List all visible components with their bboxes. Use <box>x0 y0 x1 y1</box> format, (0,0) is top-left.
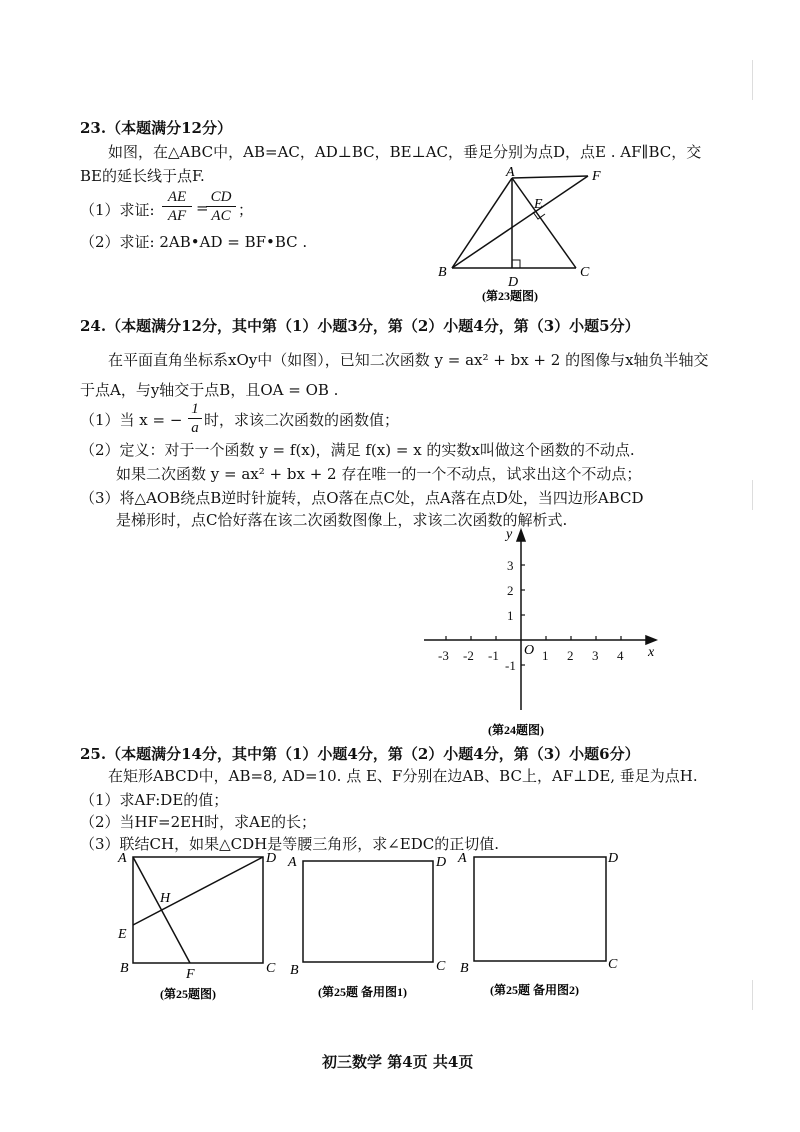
q25-fig1-rectangle <box>133 857 263 963</box>
q24-part1-prefix: （1）当 x = − <box>80 411 183 429</box>
q25-fig3-label-b: B <box>460 961 469 976</box>
q24-caption: (第24题图) <box>488 723 544 737</box>
q25-fig1-label-e: E <box>118 927 127 942</box>
q24-x-tick-label: -1 <box>488 648 499 663</box>
scan-edge-mark <box>752 980 753 1010</box>
q24-y-tick-label: 1 <box>507 608 514 623</box>
q24-x-tick-label: 1 <box>542 648 549 663</box>
q24-y-tick-label: -1 <box>505 658 516 673</box>
page-footer: 初三数学 第4页 共4页 <box>322 1053 474 1071</box>
q24-part1-suffix: 时，求该二次函数的函数值； <box>204 411 400 429</box>
q23-part1-equals: = <box>196 199 209 217</box>
q23-label-a: A <box>506 165 515 180</box>
q24-part1-denominator: a <box>191 420 199 436</box>
q25-fig2-label-c: C <box>436 959 446 974</box>
q25-fig1-caption: (第25题图) <box>160 987 216 1001</box>
q25-fig1-label-f: F <box>186 967 195 982</box>
q24-x-tick-label: -3 <box>438 648 449 663</box>
q23-part1-end: ； <box>238 201 254 219</box>
q24-part3-line2: 是梯形时，点C恰好落在该二次函数图像上，求该二次函数的解析式. <box>116 511 568 529</box>
q24-part1-numerator: 1 <box>188 400 202 419</box>
q25-fig3-label-a: A <box>458 851 467 866</box>
q25-part3: （3）联结CH，如果△CDH是等腰三角形，求∠EDC的正切值. <box>80 835 500 853</box>
q25-fig1-label-b: B <box>120 961 129 976</box>
q25-fig3-rectangle <box>474 857 606 961</box>
q23-caption: (第23题图) <box>482 289 538 303</box>
q23-part2: （2）求证: 2AB•AD = BF•BC . <box>80 233 308 251</box>
q23-stem-line2: BE的延长线于点F. <box>80 167 205 185</box>
q23-label-b: B <box>438 265 447 280</box>
q25-fig1-label-c: C <box>266 961 276 976</box>
q24-x-tick-label: 4 <box>617 648 624 663</box>
q24-part3-line1: （3）将△AOB绕点B逆时针旋转，点O落在点C处，点A落在点D处，当四边形ABCD <box>80 489 644 507</box>
q25-fig1-line-de <box>133 857 263 925</box>
q24-stem-line2: 于点A，与y轴交于点B，且OA = OB . <box>80 381 339 399</box>
q25-fig3-label-c: C <box>608 957 618 972</box>
q25-fig3-label-d: D <box>608 851 619 866</box>
q24-heading: 24.（本题满分12分，其中第（1）小题3分，第（2）小题4分，第（3）小题5分） <box>80 317 640 335</box>
q23-label-e: E <box>534 197 543 212</box>
q24-part2-line2: 如果二次函数 y = ax² + bx + 2 存在唯一的一个不动点，试求出这个不动点； <box>116 465 642 483</box>
q24-part2-line1: （2）定义：对于一个函数 y = f(x)，满足 f(x) = x 的实数x叫做这个函数的不动点. <box>80 441 635 459</box>
q25-part2: （2）当HF=2EH时，求AE的长； <box>80 813 316 831</box>
q25-part1: （1）求AF:DE的值； <box>80 791 229 809</box>
q25-fig2-label-d: D <box>436 855 447 870</box>
q23-label-f: F <box>592 169 601 184</box>
q23-stem-line1: 如图，在△ABC中，AB=AC，AD⊥BC，BE⊥AC，垂足分别为点D，点E . AF∥BC，交 <box>108 143 702 161</box>
q24-stem-line1: 在平面直角坐标系xOy中（如图），已知二次函数 y = ax² + bx + 2 的图像与x轴负半轴交 <box>108 351 709 369</box>
q25-fig2-label-b: B <box>290 963 299 978</box>
q24-y-label: y <box>506 527 513 542</box>
q23-part1-rhs-numerator: CD <box>206 188 236 207</box>
q25-fig1-label-a: A <box>118 851 127 866</box>
q25-fig1-label-h: H <box>160 891 171 906</box>
q24-x-label: x <box>648 645 655 660</box>
q25-fig2-label-a: A <box>288 855 297 870</box>
q23-label-c: C <box>580 265 590 280</box>
q24-x-tick-label: 3 <box>592 648 599 663</box>
q25-stem: 在矩形ABCD中，AB=8, AD=10. 点 E、F分别在边AB、BC上，AF⊥DE, 垂足为点H. <box>108 767 698 785</box>
q24-y-tick-label: 3 <box>507 558 514 573</box>
q24-x-tick-label: 2 <box>567 648 574 663</box>
q25-fig2-caption: (第25题 备用图1) <box>318 985 407 999</box>
q24-x-tick-label: -2 <box>463 648 474 663</box>
q25-fig2-rectangle <box>303 861 433 962</box>
scan-edge-mark <box>752 60 753 100</box>
q25-fig3-caption: (第25题 备用图2) <box>490 983 579 997</box>
q25-heading: 25.（本题满分14分，其中第（1）小题4分，第（2）小题4分，第（3）小题6分） <box>80 745 640 763</box>
q23-part1-rhs-denominator: AC <box>211 208 231 224</box>
q23-part1-lhs-denominator: AF <box>167 208 187 224</box>
q23-part1-prefix: （1）求证: <box>80 201 155 219</box>
q23-label-d: D <box>508 275 519 290</box>
q23-heading: 23.（本题满分12分） <box>80 119 232 137</box>
q24-origin-label: O <box>524 643 535 658</box>
q25-fig1-label-d: D <box>266 851 277 866</box>
q23-part1-lhs-numerator: AE <box>162 188 192 207</box>
scan-edge-mark <box>752 480 753 510</box>
q24-y-tick-label: 2 <box>507 583 514 598</box>
